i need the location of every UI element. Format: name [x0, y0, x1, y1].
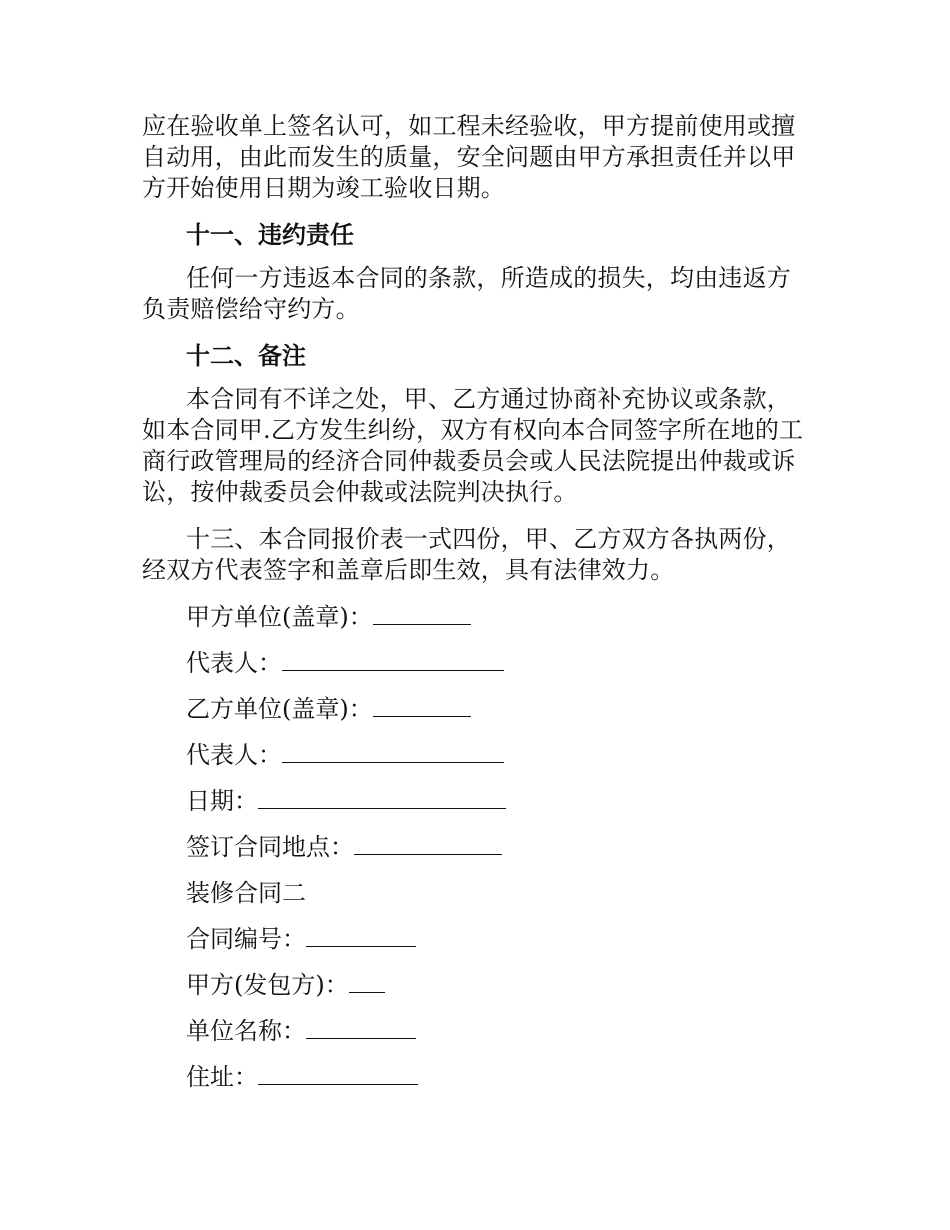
- field-label: 甲方(发包方)：: [186, 971, 349, 999]
- field-label: 合同编号：: [186, 925, 306, 953]
- field-contract-number: [186, 924, 814, 955]
- field-representative-b: [186, 740, 814, 771]
- signature-blank: [349, 970, 385, 993]
- signature-blank: [258, 786, 506, 809]
- field-unit-name: [186, 1016, 814, 1047]
- signature-blank: [258, 1062, 418, 1085]
- signature-blank: [373, 602, 471, 625]
- signature-blank: [373, 694, 471, 717]
- field-label: 日期：: [186, 787, 258, 815]
- signature-blank: [354, 832, 502, 855]
- field-label: 单位名称：: [186, 1017, 306, 1045]
- field-sign-place: [186, 832, 814, 863]
- signature-blank: [282, 648, 504, 671]
- field-party-b-unit: [186, 694, 814, 725]
- signature-blank: [306, 1016, 416, 1039]
- contract-two-title: [186, 878, 814, 909]
- field-party-a-contractor: [186, 970, 814, 1001]
- paragraph-copies: 十三、本合同报价表一式四份，甲、乙方双方各执两份，经双方代表签字和盖章后即生效，具有法律效力。: [142, 525, 791, 584]
- heading-breach-liability: 十一、违约责任: [186, 221, 354, 249]
- field-label: 签订合同地点：: [186, 833, 354, 861]
- paragraph-breach-liability: 任何一方违返本合同的条款，所造成的损失，均由违返方负责赔偿给守约方。: [142, 264, 791, 323]
- signature-blank: [282, 740, 504, 763]
- field-label: 乙方单位(盖章)：: [186, 695, 373, 723]
- heading-remarks: 十二、备注: [186, 342, 306, 370]
- field-party-a-unit: [186, 602, 814, 633]
- paragraph-acceptance: 应在验收单上签名认可，如工程未经验收，甲方提前使用或擅自动用，由此而发生的质量，安全问题由甲方承担责任并以甲方开始使用日期为竣工验收日期。: [142, 112, 796, 202]
- signature-blank: [306, 924, 416, 947]
- field-label: 代表人：: [186, 649, 282, 677]
- paragraph-remarks: 本合同有不详之处，甲、乙方通过协商补充协议或条款，如本合同甲.乙方发生纠纷，双方有权向本合同签字所在地的工商行政管理局的经济合同仲裁委员会或人民法院提出仲裁或诉讼，按仲裁委员会仲裁或法院判决执行。: [142, 385, 804, 506]
- field-representative-a: [186, 648, 814, 679]
- field-date: [186, 786, 814, 817]
- field-label: 代表人：: [186, 741, 282, 769]
- field-address: [186, 1062, 814, 1093]
- section-title: 装修合同二: [186, 879, 306, 907]
- field-label: 住址：: [186, 1063, 258, 1091]
- document-page: [142, 111, 814, 1108]
- field-label: 甲方单位(盖章)：: [186, 603, 373, 631]
